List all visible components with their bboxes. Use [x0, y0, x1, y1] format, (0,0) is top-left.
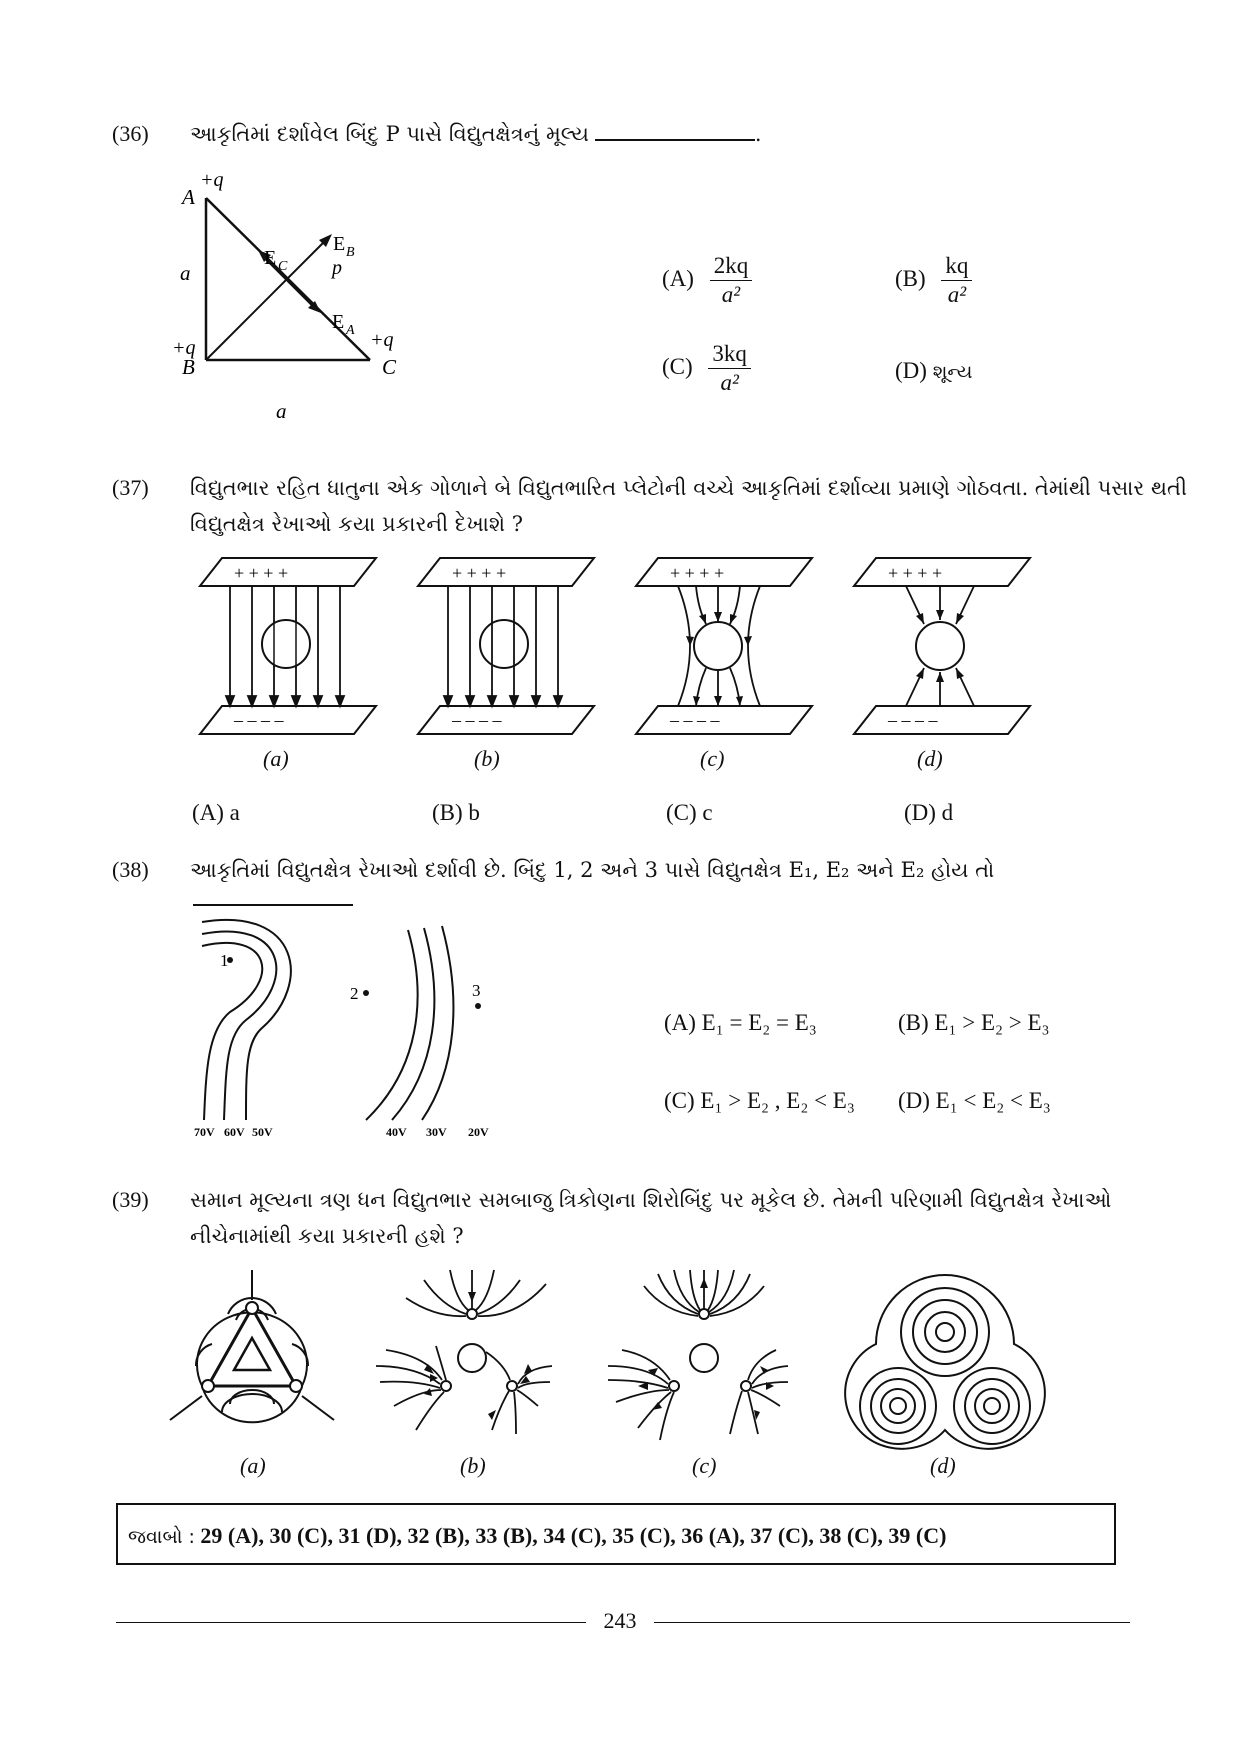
option-37-a[interactable]: (A) a: [192, 800, 240, 825]
question-number: (37): [112, 475, 149, 500]
minus-signs: – – – –: [888, 710, 938, 730]
point-2-label: 2: [350, 984, 359, 1003]
field-label-ea-sub: A: [346, 323, 355, 338]
field-label-ec: E: [264, 247, 277, 269]
plates-figure-b: [418, 558, 598, 738]
figure-caption-b: (b): [460, 1453, 486, 1478]
figure-caption-b: (b): [474, 746, 500, 771]
side-label-bottom: a: [276, 399, 287, 423]
potential-label: 70V: [194, 1125, 215, 1139]
potential-label: 40V: [386, 1125, 407, 1139]
option-37-c[interactable]: (C) c: [666, 800, 713, 825]
triangle-figure: [170, 170, 470, 430]
figure-caption-d: (d): [917, 746, 943, 771]
charges-figure-b: [376, 1270, 556, 1450]
fraction: $\frac{2kq}{\text{a²}}$: [710, 252, 753, 309]
option-36-a[interactable]: (A) $\frac{2kq}{\text{a²}}$: [662, 252, 752, 309]
footer-rule-left: [116, 1622, 586, 1623]
field-label-ea: E: [332, 311, 345, 333]
page-number: 243: [603, 1608, 637, 1633]
option-36-c[interactable]: (C) $\frac{3kq}{\text{a²}}$: [662, 340, 751, 397]
question-number: (38): [112, 857, 149, 882]
side-label-left: a: [180, 261, 191, 285]
vertex-label-b: B: [182, 355, 195, 379]
option-36-b[interactable]: (B) $\frac{kq}{\text{a²}}$: [895, 252, 972, 309]
figure-caption-d: (d): [930, 1453, 956, 1478]
charge-label-a: +q: [200, 169, 224, 191]
question-text: આકૃતિમાં દર્શાવેલ બિંદુ P પાસે વિદ્યુતક્ષેત્રનું મૂલ્ય .: [190, 122, 762, 146]
field-label-eb: E: [333, 233, 346, 255]
figure-caption-c: (c): [700, 746, 725, 771]
option-38-d[interactable]: (D) E₁ < E₂ < E₃: [898, 1088, 1051, 1113]
charge-label-b: +q: [172, 337, 196, 359]
field-label-eb-sub: B: [346, 245, 355, 260]
plus-signs: + + + +: [888, 563, 943, 583]
answer-key-text: 29 (A), 30 (C), 31 (D), 32 (B), 33 (B), 34 (C), 35 (C), 36 (A), 37 (C), 38 (C), 39 (C): [200, 1523, 947, 1548]
option-38-a[interactable]: (A) E₁ = E₂ = E₃: [664, 1010, 817, 1035]
question-number: (36): [112, 121, 149, 146]
option-38-c[interactable]: (C) E₁ > E₂ , E₂ < E₃: [664, 1088, 855, 1113]
plates-figure-c: [636, 558, 816, 738]
potential-label: 20V: [468, 1125, 489, 1139]
figure-caption-a: (a): [240, 1453, 266, 1478]
charges-figure-d: [846, 1262, 1046, 1462]
option-37-d[interactable]: (D) d: [904, 800, 954, 825]
field-label-ec-sub: C: [278, 259, 288, 274]
vertex-label-c: C: [382, 355, 397, 379]
potential-label: 60V: [224, 1125, 245, 1139]
charges-figure-a: [170, 1270, 340, 1440]
plates-figure-d: [854, 558, 1034, 738]
question-number: (39): [112, 1187, 149, 1212]
figure-caption-c: (c): [692, 1453, 717, 1478]
fraction: $\frac{kq}{\text{a²}}$: [941, 252, 972, 309]
plus-signs: + + + +: [234, 563, 289, 583]
point-1-label: 1: [220, 951, 229, 970]
option-38-b[interactable]: (B) E₁ > E₂ > E₃: [898, 1010, 1050, 1035]
potential-label: 30V: [426, 1125, 447, 1139]
answer-key-box: [116, 1503, 1116, 1565]
fraction: $\frac{3kq}{\text{a²}}$: [708, 340, 751, 397]
answer-key-label: જવાબો :: [128, 1526, 195, 1548]
question-text: વિદ્યુતભાર રહિત ધાતુના એક ગોળાને બે વિદ્યુતભારિત પ્લેટોની વચ્ચે આકૃતિમાં દર્શાવ્યા પ્રમાણે ગોઠવતા. તેમાંથી પસાર થતી વિદ્યુતક્ષેત્ર રેખાઓ કયા પ્રકારની દેખાશે ?: [190, 476, 1187, 536]
minus-signs: – – – –: [234, 710, 284, 730]
plates-figure-a: [200, 558, 380, 738]
option-37-b[interactable]: (B) b: [432, 800, 480, 825]
field-lines-figure: [190, 920, 530, 1140]
figure-caption-a: (a): [263, 746, 289, 771]
question-text: આકૃતિમાં વિદ્યુતક્ષેત્ર રેખાઓ દર્શાવી છે. બિંદુ 1, 2 અને 3 પાસે વિદ્યુતક્ષેત્ર E₁, E₂ અને E₂ હોય તો: [190, 858, 995, 882]
point-3-label: 3: [472, 981, 481, 1000]
minus-signs: – – – –: [670, 710, 720, 730]
point-label-p: p: [332, 257, 342, 279]
question-text: સમાન મૂલ્યના ત્રણ ધન વિદ્યુતભાર સમબાજુ ત્રિકોણના શિરોબિંદુ પર મૂકેલ છે. તેમની પરિણામી વિદ્યુતક્ષેત્ર રેખાઓ નીચેનામાંથી કયા પ્રકારની હશે ?: [190, 1188, 1112, 1248]
plus-signs: + + + +: [452, 563, 507, 583]
answer-blank: [193, 904, 353, 906]
option-36-d[interactable]: (D) શૂન્ય: [895, 358, 973, 383]
plus-signs: + + + +: [670, 563, 725, 583]
vertex-label-a: A: [182, 185, 195, 209]
charge-label-c: +q: [370, 329, 394, 351]
potential-label: 50V: [252, 1125, 273, 1139]
minus-signs: – – – –: [452, 710, 502, 730]
answer-blank: [595, 121, 755, 141]
footer-rule-right: [654, 1622, 1130, 1623]
charges-figure-c: [608, 1270, 788, 1450]
